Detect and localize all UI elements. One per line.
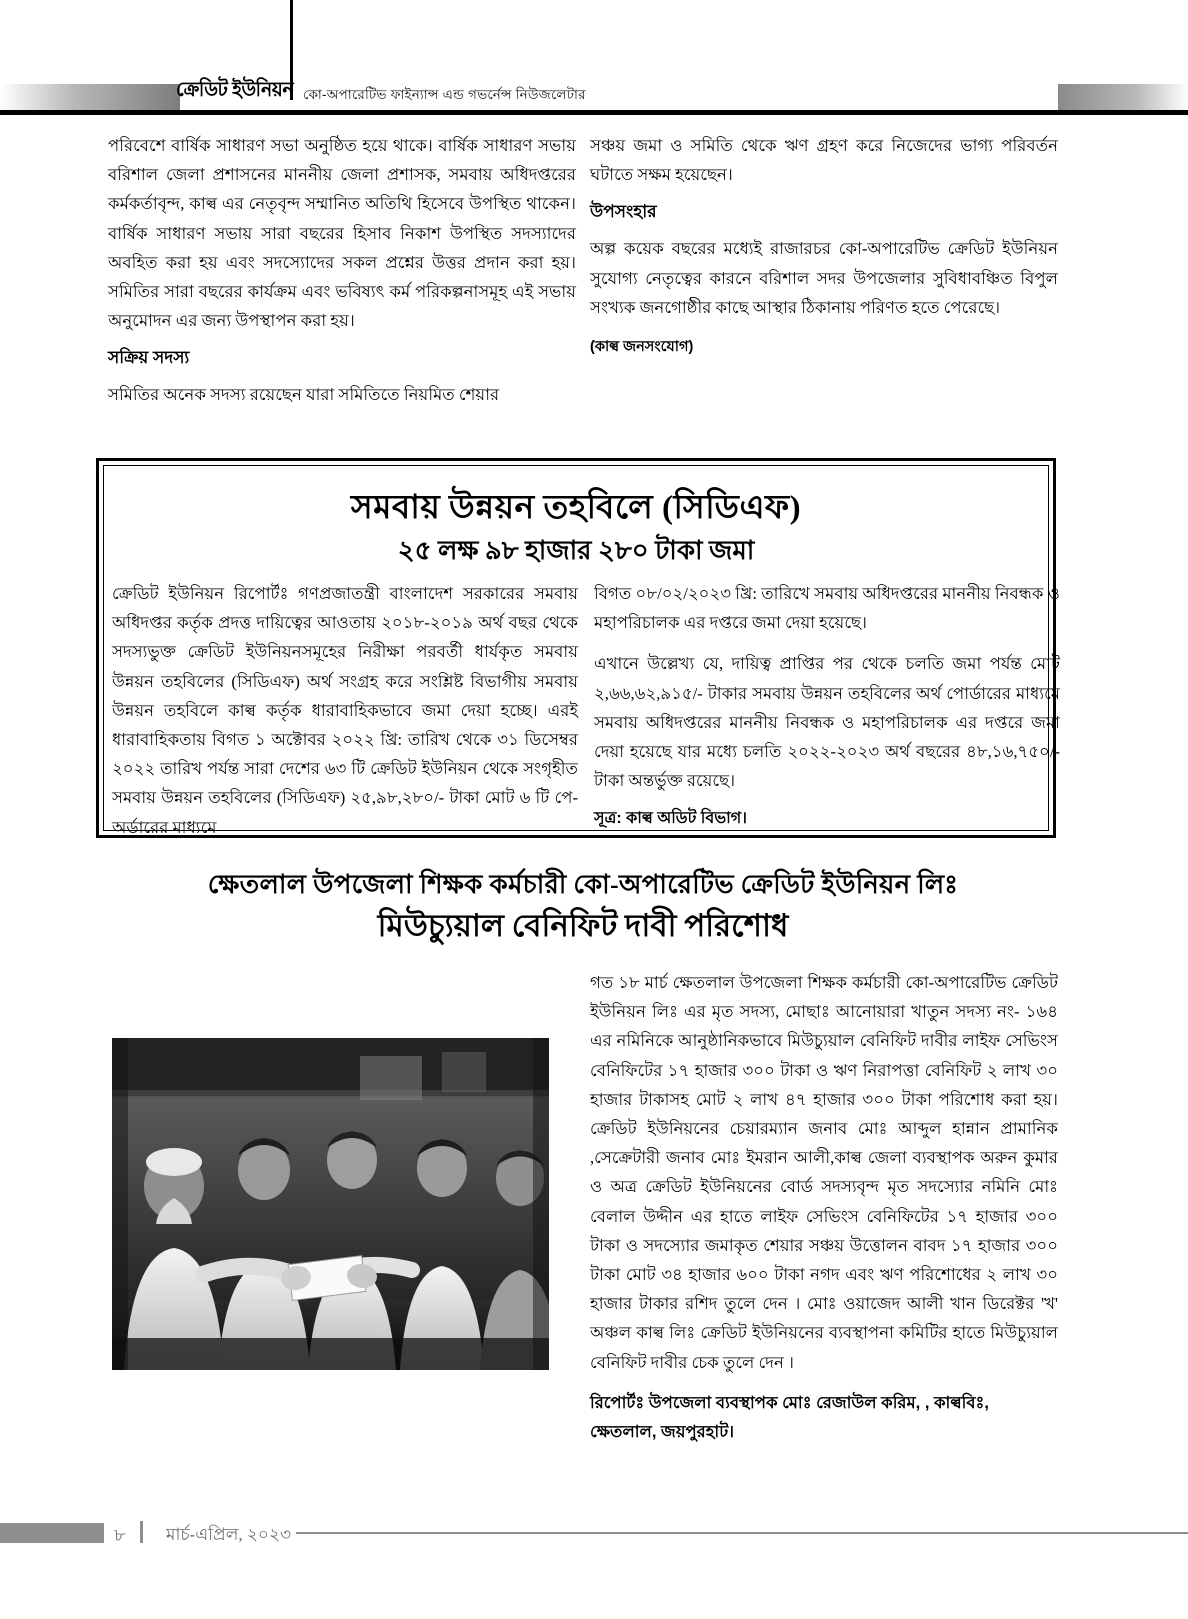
masthead-logo: ক্রেডিট ইউনিয়ন <box>176 79 294 101</box>
page-footer <box>0 1517 1188 1551</box>
cdf-source-line: সূত্র: কাল্ব অডিট বিভাগ। <box>594 810 747 828</box>
masthead-rule <box>0 110 1188 115</box>
article-one <box>108 131 1058 431</box>
cdf-box-columns <box>112 579 1060 837</box>
masthead-right-gradient <box>1058 84 1188 110</box>
cdf-right-text-2: এখানে উল্লেখ্য যে, দায়িত্ব প্রাপ্তির পর থেকে চলতি জমা পর্যন্ত মোট ২,৬৬,৬২,৯১৫/- টাকার সমবায় উন্নয়ন তহবিলের অর্থ পোর্ডারের মাধ্যমে সমবায় অধিদপ্তরের মাননীয় নিবন্ধক ও মহাপরিচালক এর দপ্তরে জমা দেয়া হয়েছে যার মধ্যে চলতি ২০২২-২০২৩ অর্থ বছরের ৪৮,১৬,৭৫০/- টাকা অন্তর্ভুক্ত রয়েছে। <box>594 654 1060 791</box>
cdf-left-text: ক্রেডিট ইউনিয়ন রিপোর্টঃ গণপ্রজাতন্ত্রী বাংলাদেশ সরকারের সমবায় অধিদপ্তর কর্তৃক প্রদত্ত দায়িত্বের আওতায় ২০১৮-২০১৯ অর্থ বছর থেকে সদস্যভুক্ত ক্রেডিট ইউনিয়নসমূহের নিরীক্ষা পরবর্তী ধার্যকৃত সমবায় উন্নয়ন তহবিলের (সিডিএফ) অর্থ সংগ্রহ করে সংশ্লিষ্ট বিভাগীয় সমবায় উন্নয়ন তহবিলে কাল্ব কর্তৃক ধারাবাহিকভাবে জমা দেয়া হচ্ছে। এরই ধারাবাহিকতায় বিগত ১ অক্টোবর ২০২২ খ্রি: তারিখ থেকে ৩১ ডিসেম্বর ২০২২ তারিখ পর্যন্ত সারা দেশের ৬৩ টি ক্রেডিট ইউনিয়ন থেকে সংগৃহীত সমবায় উন্নয়ন তহবিলের (সিডিএফ) ২৫,৯৮,২৮০/- টাকা মোট ৬ টি পে-অর্ডারের মাধ্যমে <box>112 584 578 837</box>
footer-separator <box>140 1521 143 1543</box>
masthead-subtitle: কো-অপারেটিভ ফাইন্যান্স এন্ড গভর্নেন্স নিউজলেটার <box>303 87 586 102</box>
article-one-right-paragraph-2: অল্প কয়েক বছরের মধ্যেই রাজারচর কো-অপারেটিভ ক্রেডিট ইউনিয়ন সুযোগ্য নেতৃত্বের কারনে বরিশাল সদর উপজেলার সুবিধাবঞ্চিত বিপুল সংখ্যক জনগোষ্ঠীর কাছে আস্থার ঠিকানায় পরিণত হতে পেরেছে। <box>590 239 1058 317</box>
cdf-highlight-box <box>96 458 1060 838</box>
article-two-body-column <box>590 968 1058 1447</box>
article-one-right-subheading: উপসংহার <box>590 202 657 222</box>
cdf-box-subtitle: ২৫ লক্ষ ৯৮ হাজার ২৮০ টাকা জমা <box>397 536 755 565</box>
article-two-body-text: গত ১৮ মার্চ ক্ষেতলাল উপজেলা শিক্ষক কর্মচারী কো-অপারেটিভ ক্রেডিট ইউনিয়ন লিঃ এর মৃত সদস্য, মোছাঃ আনোয়ারা খাতুন সদস্য নং- ১৬৪ এর নমিনিকে আনুষ্ঠানিকভাবে মিউচ্যুয়াল বেনিফিট দাবীর লাইফ সেভিংস বেনিফিটের ১৭ হাজার ৩০০ টাকা ও ঋণ নিরাপত্তা বেনিফিট ২ লাখ ৩০ হাজার টাকাসহ মোট ২ লাখ ৪৭ হাজার ৩০০ টাকা পরিশোধ করা হয়। ক্রেডিট ইউনিয়নের চেয়ারম্যান জনাব মোঃ আব্দুল হান্নান প্রামানিক ,সেক্রেটারী জনাব মোঃ ইমরান আলী,কাল্ব জেলা ব্যবস্থাপক অরুন কুমার ও অত্র ক্রেডিট ইউনিয়নের বোর্ড সদস্যবৃন্দ মৃত সদস্যোর নমিনি মোঃ বেলাল উদ্দীন এর হাতে লাইফ সেভিংস বেনিফিটের ১৭ হাজার ৩০০ টাকা ও সদস্যোর জমাকৃত শেয়ার সঞ্চয় উত্তোলন বাবদ ১৭ হাজার ৩০০ টাকা মোট ৩৪ হাজার ৬০০ টাকা নগদ এবং ঋণ পরিশোধের ২ লাখ ৩০ হাজার টাকার রশিদ তুলে দেন । মোঃ ওয়াজেদ আলী খান ডিরেক্টর 'খ' অঞ্চল কাল্ব লিঃ ক্রেডিট ইউনিয়নের ব্যবস্থাপনা কমিটির হাতে মিউচ্যুয়াল বেনিফিট দাবীর চেক তুলে দেন । <box>590 973 1058 1372</box>
article-one-right-column <box>590 131 1058 360</box>
footer-left-bar <box>0 1523 104 1543</box>
cdf-box-title: সমবায় উন্নয়ন তহবিলে (সিডিএফ) <box>350 490 802 526</box>
article-one-byline: (কাল্ব জনসংযোগ) <box>590 339 694 356</box>
masthead-left-gradient <box>0 84 180 110</box>
article-two-headline <box>108 866 1058 948</box>
footer-issue-date: মার্চ-এপ্রিল, ২০২৩ <box>166 1525 292 1544</box>
photograph-illustration <box>112 1038 549 1370</box>
footer-rule <box>296 1532 1188 1534</box>
cdf-left-column <box>112 579 578 842</box>
cdf-right-text-1: বিগত ০৮/০২/২০২৩ খ্রি: তারিখে সমবায় অধিদপ্তরের মাননীয় নিবন্ধক ও মহাপরিচালক এর দপ্তরে জমা দেয়া হয়েছে। <box>594 584 1060 633</box>
article-one-left-column <box>108 131 576 410</box>
masthead <box>0 0 1188 118</box>
article-two-headline-line-2: মিউচ্যুয়াল বেনিফিট দাবী পরিশোধ <box>377 908 789 943</box>
article-one-left-subheading: সক্রিয় সদস্য <box>108 348 190 368</box>
footer-page-number: ৮ <box>114 1525 126 1545</box>
article-one-left-paragraph-2: সমিতির অনেক সদস্য রয়েছেন যারা সমিতিতে নিয়মিত শেয়ার <box>108 385 500 405</box>
cdf-right-column <box>594 579 1060 832</box>
article-two-headline-line-1: ক্ষেতলাল উপজেলা শিক্ষক কর্মচারী কো-অপারেটিভ ক্রেডিট ইউনিয়ন লিঃ <box>207 870 959 899</box>
article-one-right-paragraph: সঞ্চয় জমা ও সমিতি থেকে ঋণ গ্রহণ করে নিজেদের ভাগ্য পরিবর্তন ঘটাতে সক্ষম হয়েছেন। <box>590 136 1058 185</box>
article-two-report-line: রিপোর্টঃ উপজেলা ব্যবস্থাপক মোঃ রেজাউল করিম, , কাল্ববিঃ, ক্ষেতলাল, জয়পুরহাট। <box>590 1393 989 1441</box>
article-one-left-paragraph: পরিবেশে বার্ষিক সাধারণ সভা অনুষ্ঠিত হয়ে থাকে। বার্ষিক সাধারণ সভায় বরিশাল জেলা প্রশাসনের মাননীয় জেলা প্রশাসক, সমবায় অধিদপ্তরের কর্মকর্তাবৃন্দ, কাল্ব এর নেতৃবৃন্দ সম্মানিত অতিথি হিসেবে উপস্থিত থাকেন। বার্ষিক সাধারণ সভায় সারা বছরের হিসাব নিকাশ উপস্থিত সদস্যাদের অবহিত করা হয় এবং সদস্যোদের সকল প্রশ্নের উত্তর প্রদান করা হয়। সমিতির সারা বছরের কার্যক্রম এবং ভবিষ্যৎ কর্ম পরিকল্পনাসমূহ এই সভায় অনুমোদন এর জন্য উপস্থাপন করা হয়। <box>108 136 576 331</box>
article-two-photograph <box>112 1038 549 1370</box>
